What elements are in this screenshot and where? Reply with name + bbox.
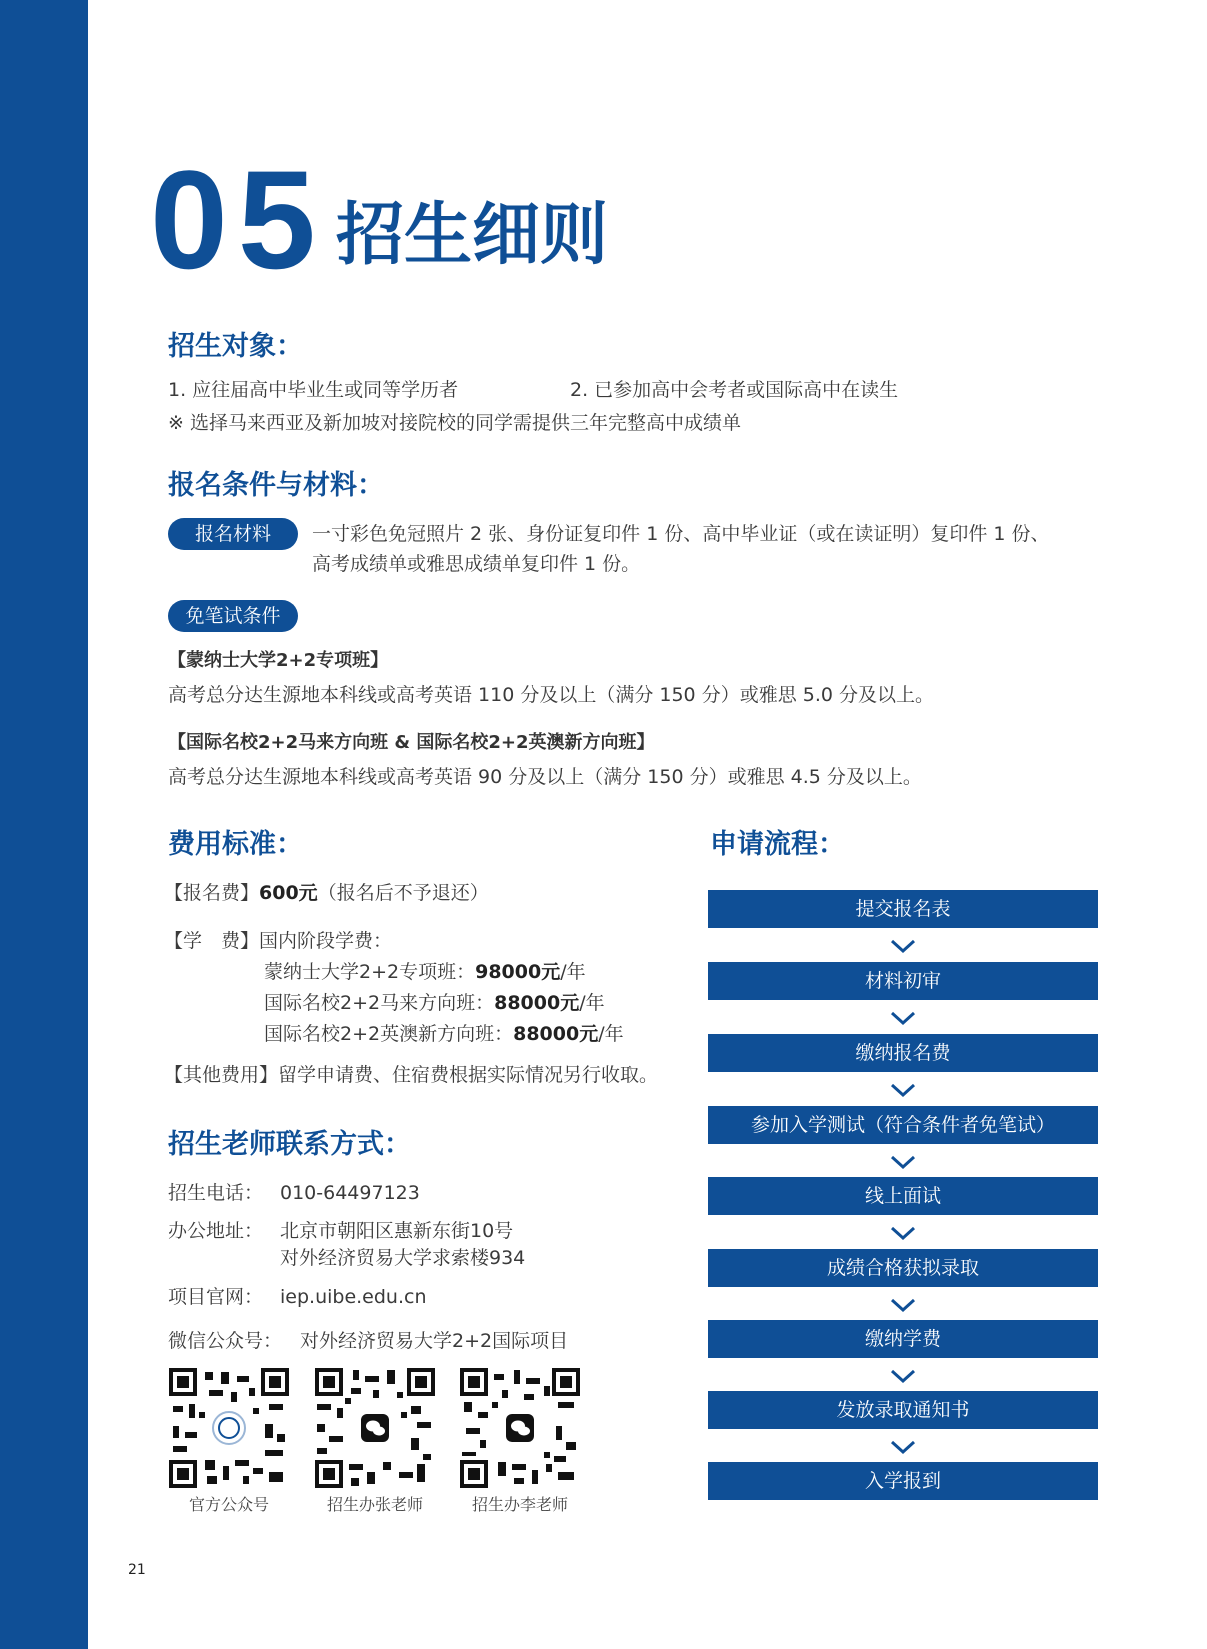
reg-fee-amount: 600元 (259, 882, 318, 904)
chevron-down-icon (890, 938, 916, 954)
tuition-row-1-unit: /年 (560, 961, 586, 983)
program-1-title: 【蒙纳士大学2+2专项班】 (168, 650, 389, 671)
qr-label-zhang: 招生办张老师 (326, 1495, 423, 1514)
process-step-5: 线上面试 (708, 1177, 1098, 1215)
tuition-row-3-name: 国际名校2+2英澳新方向班： (264, 1023, 514, 1045)
tuition-label: 【学 费】 (164, 930, 260, 952)
wechat-label: 微信公众号： (168, 1330, 283, 1352)
tuition-row-2-amount: 88000元 (494, 992, 580, 1014)
tuition-row-3-unit: /年 (598, 1023, 624, 1045)
process-step-4: 参加入学测试（符合条件者免笔试） (708, 1106, 1098, 1144)
target-note: ※ 选择马来西亚及新加坡对接院校的同学需提供三年完整高中成绩单 (168, 412, 741, 434)
process-step-7: 缴纳学费 (708, 1320, 1098, 1358)
address-label: 办公地址： (168, 1220, 264, 1242)
tuition-row-2-name: 国际名校2+2马来方向班： (264, 992, 495, 1014)
reg-fee-note: （报名后不予退还） (317, 882, 489, 904)
tuition-row-1-amount: 98000元 (475, 961, 561, 983)
program-2-text: 高考总分达生源地本科线或高考英语 90 分及以上（满分 150 分）或雅思 4.5 分及以上。 (168, 766, 922, 788)
program-2-title: 【国际名校2+2马来方向班 & 国际名校2+2英澳新方向班】 (168, 732, 655, 753)
process-step-9: 入学报到 (708, 1462, 1098, 1500)
requirements-heading: 报名条件与材料： (168, 470, 384, 501)
process-step-2: 材料初审 (708, 962, 1098, 1000)
target-item-2: 2. 已参加高中会考者或国际高中在读生 (570, 379, 899, 401)
contact-heading: 招生老师联系方式： (168, 1129, 411, 1160)
qr-label-official: 官方公众号 (188, 1495, 269, 1514)
wechat-account: 对外经济贸易大学2+2国际项目 (300, 1330, 569, 1352)
phone-label: 招生电话： (168, 1182, 264, 1204)
section-title: 招生细则 (336, 196, 609, 275)
tuition-row-3 (264, 1021, 624, 1047)
chevron-down-icon (890, 1297, 916, 1313)
other-fees-text: 留学申请费、住宿费根据实际情况另行收取。 (278, 1064, 659, 1086)
process-step-6: 成绩合格获拟录取 (708, 1249, 1098, 1287)
tuition-intro (164, 928, 392, 954)
materials-badge: 报名材料 (168, 518, 298, 550)
qr-code-official (169, 1368, 289, 1488)
qr-label-li: 招生办李老师 (471, 1495, 568, 1514)
chevron-down-icon (890, 1439, 916, 1455)
tuition-intro-text: 国内阶段学费： (259, 930, 393, 952)
chevron-down-icon (890, 1082, 916, 1098)
chevron-down-icon (890, 1368, 916, 1384)
process-step-3: 缴纳报名费 (708, 1034, 1098, 1072)
targets-heading: 招生对象： (168, 331, 303, 362)
fees-heading: 费用标准： (168, 829, 303, 860)
tuition-row-2 (264, 990, 605, 1016)
qr-code-teacher-zhang (315, 1368, 435, 1488)
tuition-row-3-amount: 88000元 (513, 1023, 599, 1045)
section-number: 05 (150, 141, 326, 298)
materials-line-1: 一寸彩色免冠照片 2 张、身份证复印件 1 份、高中毕业证（或在读证明）复印件 1 份、 (312, 523, 1050, 545)
phone-number: 010-64497123 (280, 1182, 420, 1204)
other-fees (164, 1062, 658, 1088)
page-number: 21 (128, 1562, 146, 1578)
qr-code-teacher-li (460, 1368, 580, 1488)
side-band (0, 0, 88, 1649)
tuition-row-1 (264, 959, 586, 985)
registration-fee (164, 880, 489, 906)
target-item-1: 1. 应往届高中毕业生或同等学历者 (168, 379, 459, 401)
process-step-8: 发放录取通知书 (708, 1391, 1098, 1429)
tuition-row-2-unit: /年 (579, 992, 605, 1014)
program-1-text: 高考总分达生源地本科线或高考英语 110 分及以上（满分 150 分）或雅思 5.0 分及以上。 (168, 684, 934, 706)
tuition-row-1-name: 蒙纳士大学2+2专项班： (264, 961, 476, 983)
exempt-badge: 免笔试条件 (168, 600, 298, 632)
chevron-down-icon (890, 1010, 916, 1026)
reg-fee-label: 【报名费】 (164, 882, 260, 904)
process-step-1: 提交报名表 (708, 890, 1098, 928)
address-line-1: 北京市朝阳区惠新东街10号 (280, 1220, 514, 1242)
materials-line-2: 高考成绩单或雅思成绩单复印件 1 份。 (312, 553, 641, 575)
chevron-down-icon (890, 1154, 916, 1170)
address-line-2: 对外经济贸易大学求索楼934 (280, 1247, 526, 1269)
chevron-down-icon (890, 1225, 916, 1241)
website-link[interactable]: iep.uibe.edu.cn (280, 1286, 427, 1308)
process-heading: 申请流程： (710, 829, 845, 860)
website-label: 项目官网： (168, 1286, 264, 1308)
other-fees-label: 【其他费用】 (164, 1064, 279, 1086)
